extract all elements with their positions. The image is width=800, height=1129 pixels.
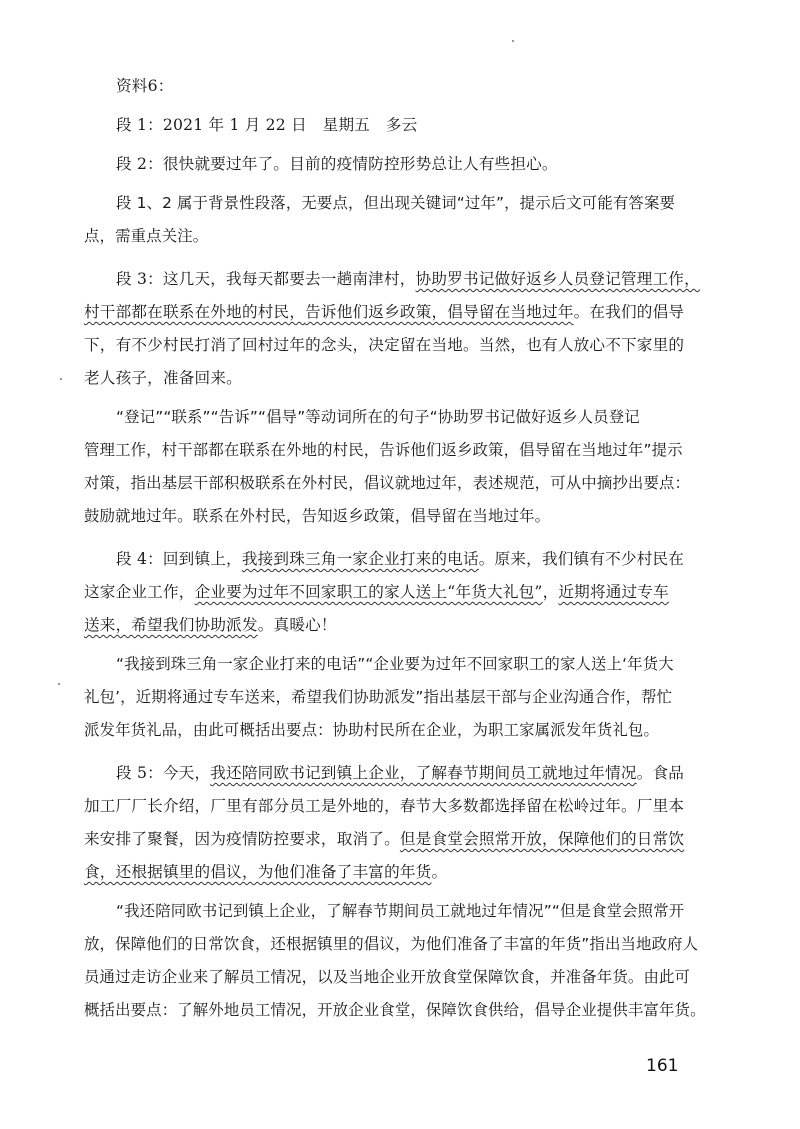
scan-speck (512, 40, 514, 42)
paragraph-line (84, 609, 696, 642)
paragraph-line (84, 576, 696, 609)
paragraph-line (84, 856, 696, 889)
page-number: 161 (646, 1056, 679, 1076)
underlined-key-phrase: 但是食堂会照常开放，保障他们的日常饮 (399, 830, 685, 848)
paragraph-4 (84, 543, 696, 642)
underlined-key-phrase: 协助罗书记做好返乡人员登记管理工作， (415, 270, 700, 288)
material-heading: 资料6： (116, 77, 174, 95)
underlined-key-phrase: 村干部都在联系在外地的村民， (84, 303, 306, 321)
paragraph-line (84, 543, 696, 576)
underlined-key-phrase: 食，还根据镇里的倡议，为他们准备了丰富的年货 (84, 863, 432, 881)
underlined-key-phrase: 告诉他们返乡政策，倡导留在当地过年 (305, 303, 574, 321)
underlined-key-phrase: 我还陪同欧书记到镇上企业，了解春节期间员工就地过年情况 (210, 764, 637, 782)
note-line: 管理工作，村干部都在联系在外地的村民，告诉他们返乡政策，倡导留在当地过年”提示 (84, 441, 683, 459)
analysis-note-4 (84, 895, 706, 1027)
paragraph-3 (84, 263, 700, 395)
underlined-key-phrase: 近期将通过专车 (558, 583, 669, 601)
note-line: 段 1、2 属于背景性段落，无要点，但出现关键词“过年”，提示后文可能有答案要 (116, 194, 676, 212)
text-span: 。原来，我们镇有不少村民在 (478, 550, 685, 568)
text-span: 这家企业工作， (84, 583, 195, 601)
document-page (84, 70, 706, 1027)
note-line: 礼包’，近期将通过专车送来，希望我们协助派发”指出基层干部与企业沟通合作，帮忙 (84, 688, 673, 706)
text-span: 。 (431, 863, 448, 881)
note-line: 放，保障他们的日常饮食，还根据镇里的倡议，为他们准备了丰富的年货”指出当地政府人 (84, 935, 699, 953)
note-line: “我还陪同欧书记到镇上企业，了解春节期间员工就地过年情况”“但是食堂会照常开 (116, 902, 685, 920)
note-line: 员通过走访企业来了解员工情况，以及当地企业开放食堂保障饮食，并准备年货。由此可 (84, 968, 691, 986)
paragraph-line (84, 823, 696, 856)
note-line: 概括出要点：了解外地员工情况，开放企业食堂，保障饮食供给，倡导企业提供丰富年货。 (84, 1001, 706, 1019)
text-span: 。在我们的倡导 (573, 303, 685, 321)
text-span: 段 5：今天， (116, 764, 211, 782)
paragraph-2: 段 2：很快就要过年了。目前的疫情防控形势总让人有些担心。 (116, 155, 558, 173)
text-span: ， (542, 583, 559, 601)
note-line: 对策，指出基层干部积极联系在外村民，倡议就地过年，表述规范，可从中摘抄出要点： (84, 474, 691, 492)
analysis-note-2 (84, 401, 696, 533)
underlined-key-phrase: 企业要为过年不回家职工的家人送上“年货大礼包” (194, 583, 543, 601)
scan-speck (58, 683, 60, 685)
underlined-key-phrase: 我接到珠三角一家企业打来的电话 (241, 550, 479, 568)
text-span: 。食品 (636, 764, 685, 782)
paragraph-5 (84, 757, 696, 889)
paragraph-line (84, 296, 696, 329)
analysis-note-1 (84, 187, 696, 253)
text-span: 段 3：这几天，我每天都要去一趟南津村， (116, 270, 416, 288)
analysis-note-3 (84, 648, 696, 747)
note-line: 点，需重点关注。 (84, 227, 209, 245)
paragraph-line (84, 263, 700, 296)
text-span: 段 4：回到镇上， (116, 550, 242, 568)
underlined-key-phrase: 送来，希望我们协助派发 (84, 616, 258, 634)
paragraph-line: 加工厂厂长介绍，厂里有部分员工是外地的，春节大多数都选择留在松岭过年。厂里本 (84, 797, 685, 815)
note-line: 鼓励就地过年。联系在外村民，告知返乡政策，倡导留在当地过年。 (84, 507, 551, 525)
paragraph-1: 段 1：2021 年 1 月 22 日 星期五 多云 (116, 116, 418, 134)
paragraph-line: 下，有不少村民打消了回村过年的念头，决定留在当地。当然，也有人放心不下家里的 (84, 336, 685, 354)
note-line: “我接到珠三角一家企业打来的电话”“企业要为过年不回家职工的家人送上‘年货大 (116, 655, 674, 673)
text-span: 。真暖心！ (257, 616, 337, 634)
scan-speck (60, 378, 62, 380)
paragraph-line (84, 757, 696, 790)
note-line: 派发年货礼品，由此可概括出要点：协助村民所在企业，为职工家属派发年货礼包。 (84, 721, 660, 739)
note-line: “登记”“联系”“告诉”“倡导”等动词所在的句子“协助罗书记做好返乡人员登记 (116, 408, 640, 426)
paragraph-line: 老人孩子，准备回来。 (84, 369, 242, 387)
text-span: 来安排了聚餐，因为疫情防控要求，取消了。 (84, 830, 400, 848)
